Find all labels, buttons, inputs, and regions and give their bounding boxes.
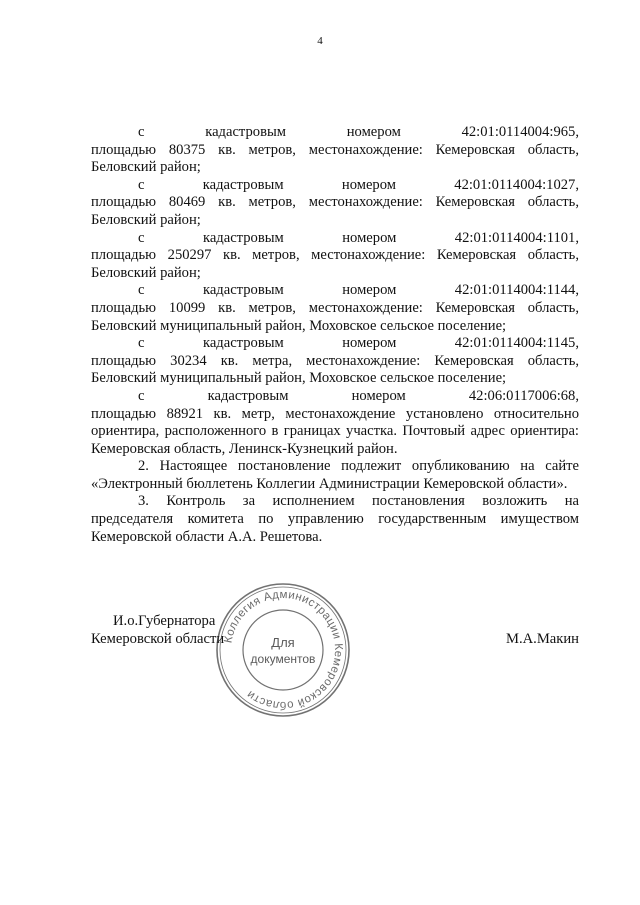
signatory-title: И.о.Губернатора (113, 613, 216, 629)
publication-paragraph (91, 458, 579, 493)
paragraph-first-line: 3. Контроль за исполнением постановления возложить на (138, 493, 579, 510)
parcel-line: с кадастровым номером 42:01:0114004:1101, (138, 229, 579, 246)
parcel-line: с кадастровым номером 42:06:0117006:68, (138, 387, 579, 404)
body-text (91, 124, 579, 546)
parcel-details: площадью 80469 кв. метров, местонахождение: Кемеровская область, Беловский район; (91, 194, 579, 228)
paragraph-rest: «Электронный бюллетень Коллегии Администрации Кемеровской области». (91, 475, 568, 492)
signature-block (0, 588, 640, 723)
stamp-center-line1: Для (271, 635, 295, 650)
parcel-line: с кадастровым номером 42:01:0114004:1027, (138, 176, 579, 193)
stamp-ring-text: Коллегия Администрации Кемеровской области (222, 588, 345, 712)
parcel-line: с кадастровым номером 42:01:0114004:965, (138, 124, 579, 140)
paragraph-first-line: 2. Настоящее постановление подлежит опубликованию на сайте (138, 458, 579, 475)
parcel-details: площадью 30234 кв. метра, местонахождение: Кемеровская область, Беловский муниципальный район, Моховское сельское поселение; (91, 352, 579, 387)
parcel-line: с кадастровым номером 42:01:0114004:1145, (138, 335, 579, 352)
parcel-details: площадью 250297 кв. метров, местонахождение: Кемеровская область, Беловский район; (91, 247, 579, 281)
parcel-details: площадью 10099 кв. метров, местонахождение: Кемеровская область, Беловский муниципальный район, Моховское сельское поселение; (91, 299, 579, 334)
page-number: 4 (317, 35, 323, 47)
signatory-region: Кемеровской области (91, 631, 225, 647)
parcel-item (91, 335, 579, 388)
official-stamp (213, 580, 353, 720)
stamp-center-line2: документов (250, 652, 316, 666)
parcel-item (91, 282, 579, 335)
parcel-item (91, 230, 579, 283)
paragraph-rest: председателя комитета по управлению государственным имуществом Кемеровской области А.А. Решетова. (91, 511, 579, 545)
parcel-details: площадью 80375 кв. метров, местонахождение: Кемеровская область, Беловский район; (91, 141, 579, 176)
parcel-details: площадью 88921 кв. метр, местонахождение установлено относительно ориентира, расположенного в границах участка. Почтовый адрес ориентира: Кемеровская область, Ленинск-Кузнецкий район. (91, 405, 579, 457)
control-paragraph (91, 493, 579, 546)
parcel-item (91, 177, 579, 230)
signatory-name: М.А.Макин (506, 631, 579, 647)
parcel-item (91, 388, 579, 458)
parcel-line: с кадастровым номером 42:01:0114004:1144, (138, 282, 579, 299)
parcel-item (91, 124, 579, 177)
